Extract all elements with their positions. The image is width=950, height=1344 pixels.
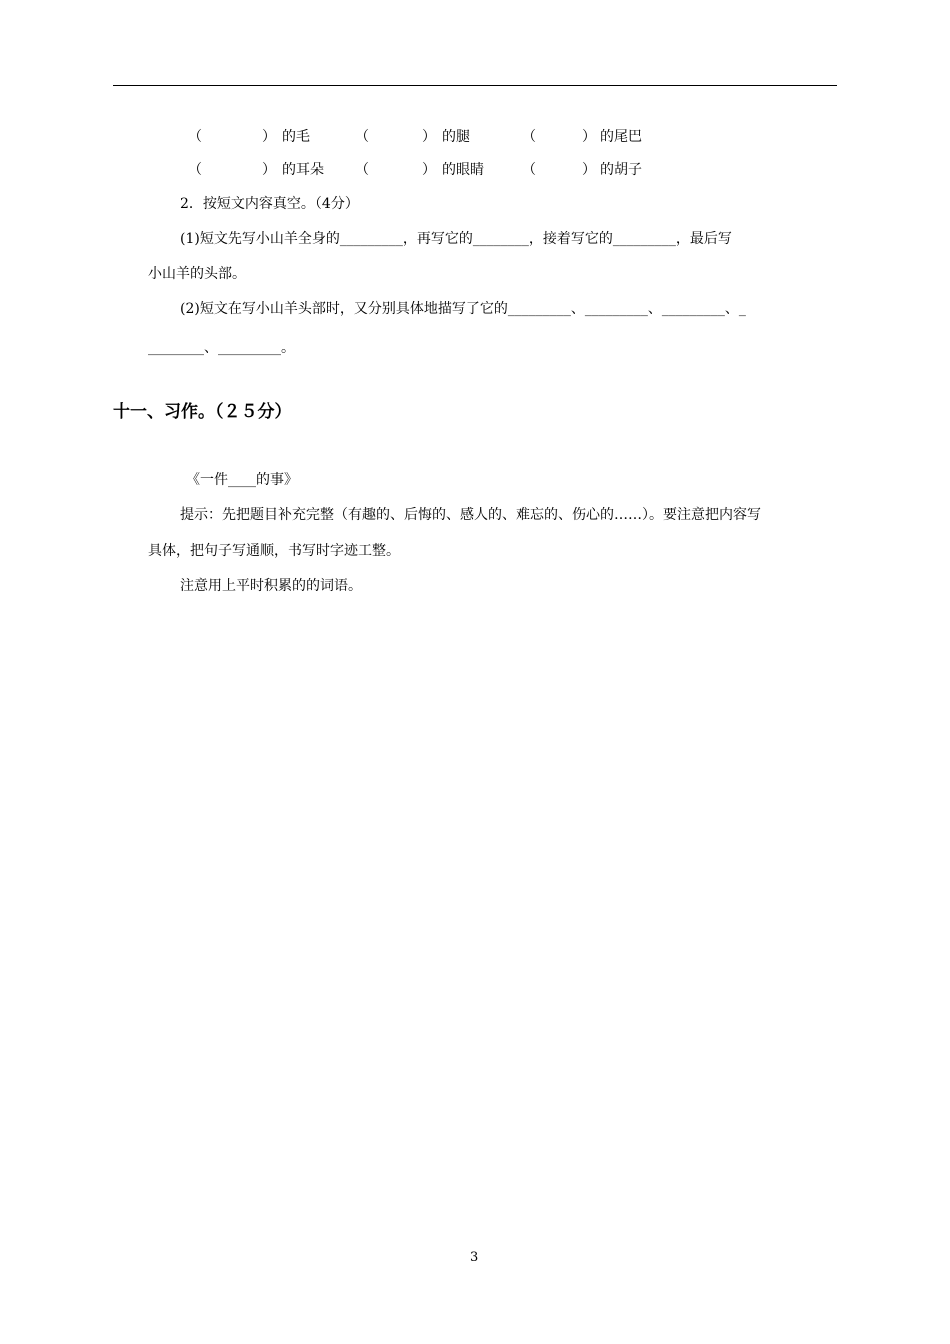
- fill-item: 的胡子: [600, 162, 642, 178]
- paren-left: （: [355, 162, 369, 178]
- note-text: 注意用上平时积累的的词语。: [180, 578, 362, 594]
- paren-right: ）: [422, 162, 436, 178]
- paren-right: ）: [262, 162, 276, 178]
- fill-item: 的腿: [442, 129, 470, 145]
- page-number: 3: [470, 1250, 479, 1265]
- paren-left: （: [522, 162, 536, 178]
- fill-item: 的尾巴: [600, 129, 642, 145]
- question-2-part2-line1: (2)短文在写小山羊头部时，又分别具体地描写了它的_________、_________、_________、_: [180, 301, 746, 317]
- header-rule: [113, 85, 837, 86]
- fill-item: 的毛: [282, 129, 310, 145]
- hint-line-1: 提示：先把题目补充完整（有趣的、后悔的、感人的、难忘的、伤心的……）。要注意把内容写: [180, 507, 761, 523]
- question-2-part2-line2: ________、_________。: [148, 340, 295, 356]
- question-2-part1-line1: (1)短文先写小山羊全身的_________，再写它的________，接着写它的_________，最后写: [180, 231, 732, 247]
- paren-left: （: [355, 129, 369, 145]
- question-2-part1-line2: 小山羊的头部。: [148, 266, 246, 282]
- hint-line-2: 具体，把句子写通顺，书写时字迹工整。: [148, 543, 400, 559]
- question-2-title: 2．按短文内容真空。（4分）: [180, 196, 359, 212]
- paren-left: （: [522, 129, 536, 145]
- fill-item: 的眼睛: [442, 162, 484, 178]
- paren-right: ）: [582, 129, 596, 145]
- paren-right: ）: [262, 129, 276, 145]
- essay-title: 《一件____的事》: [186, 472, 298, 488]
- paren-right: ）: [582, 162, 596, 178]
- paren-left: （: [188, 162, 202, 178]
- paren-left: （: [188, 129, 202, 145]
- paren-right: ）: [422, 129, 436, 145]
- section-heading: 十一、习作。（２５分）: [113, 402, 292, 422]
- fill-item: 的耳朵: [282, 162, 324, 178]
